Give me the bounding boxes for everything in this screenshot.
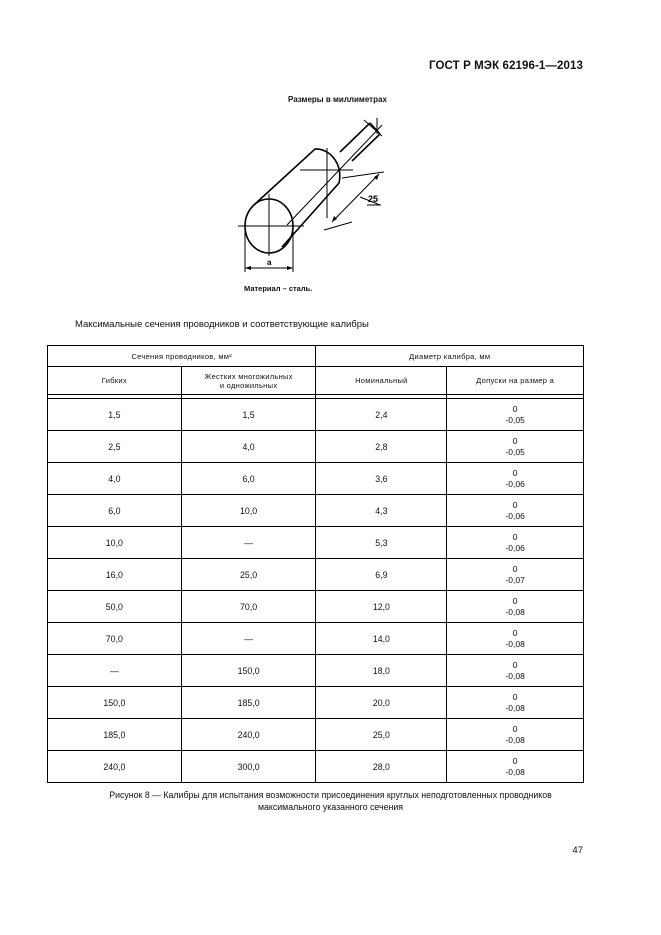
cell-rigid: 1,5 (181, 399, 316, 431)
tolerance-lower: -0,08 (505, 734, 525, 745)
tolerance-upper: 0 (512, 403, 518, 414)
col-header-flexible: Гибких (48, 367, 182, 395)
cell-nominal: 3,6 (316, 463, 447, 495)
cell-flexible: 4,0 (48, 463, 182, 495)
cell-tolerance (447, 719, 584, 751)
table-row (48, 495, 584, 527)
col-header-rigid: Жестких многожильных и одножильных (181, 367, 316, 395)
table-row (48, 399, 584, 431)
cell-flexible: 185,0 (48, 719, 182, 751)
cell-nominal: 14,0 (316, 623, 447, 655)
tolerance-lower: -0,08 (505, 766, 525, 777)
cell-flexible: 240,0 (48, 751, 182, 783)
cell-nominal: 28,0 (316, 751, 447, 783)
table-row (48, 687, 584, 719)
tolerance-lower: -0,08 (505, 638, 525, 649)
cell-nominal: 18,0 (316, 655, 447, 687)
cell-rigid: 185,0 (181, 687, 316, 719)
dimensions-note: Размеры в миллиметрах (288, 95, 387, 104)
tolerance-lower: -0,06 (505, 542, 525, 553)
cell-rigid: 70,0 (181, 591, 316, 623)
tolerance-lower: -0,08 (505, 670, 525, 681)
table-row (48, 527, 584, 559)
cell-rigid: 4,0 (181, 431, 316, 463)
cell-nominal: 2,4 (316, 399, 447, 431)
cell-flexible: 1,5 (48, 399, 182, 431)
col-header-nominal: Номинальный (316, 367, 447, 395)
gauge-drawing (232, 104, 392, 282)
cell-tolerance (447, 655, 584, 687)
cell-tolerance (447, 495, 584, 527)
cell-rigid: 10,0 (181, 495, 316, 527)
calibers-table (47, 345, 584, 783)
cell-rigid: 25,0 (181, 559, 316, 591)
cell-tolerance (447, 559, 584, 591)
tolerance-lower: -0,05 (505, 414, 525, 425)
table-caption: Максимальные сечения проводников и соответствующие калибры (75, 319, 369, 330)
cell-rigid: 6,0 (181, 463, 316, 495)
tolerance-upper: 0 (512, 499, 518, 510)
tolerance-upper: 0 (512, 723, 518, 734)
tolerance-upper: 0 (512, 595, 518, 606)
table-row (48, 719, 584, 751)
cell-nominal: 4,3 (316, 495, 447, 527)
table-row (48, 463, 584, 495)
figure-caption: Рисунок 8 — Калибры для испытания возможности присоединения круглых неподготовленных проводников максимального указанного сечения (109, 790, 552, 812)
cell-tolerance (447, 399, 584, 431)
tolerance-lower: -0,06 (505, 510, 525, 521)
tolerance-upper: 0 (512, 755, 518, 766)
cell-flexible: 50,0 (48, 591, 182, 623)
table-row (48, 591, 584, 623)
cell-nominal: 25,0 (316, 719, 447, 751)
cell-rigid: 300,0 (181, 751, 316, 783)
cell-tolerance (447, 623, 584, 655)
cell-flexible: 70,0 (48, 623, 182, 655)
tolerance-lower: -0,08 (505, 606, 525, 617)
group-header-sections: Сечения проводников, мм² (48, 346, 316, 367)
cell-tolerance (447, 751, 584, 783)
cell-flexible: 150,0 (48, 687, 182, 719)
cell-rigid: — (181, 527, 316, 559)
tolerance-upper: 0 (512, 467, 518, 478)
group-header-diameter: Диаметр калибра, мм (316, 346, 584, 367)
cell-rigid: 240,0 (181, 719, 316, 751)
cell-flexible: 2,5 (48, 431, 182, 463)
table-row (48, 559, 584, 591)
col-header-tolerance: Допуски на размер a (447, 367, 584, 395)
tolerance-lower: -0,07 (505, 574, 525, 585)
cell-tolerance (447, 431, 584, 463)
cell-flexible: 16,0 (48, 559, 182, 591)
cell-flexible: — (48, 655, 182, 687)
standard-header: ГОСТ Р МЭК 62196-1—2013 (429, 60, 583, 72)
table-row (48, 431, 584, 463)
table-row (48, 751, 584, 783)
cell-rigid: — (181, 623, 316, 655)
tolerance-lower: -0,08 (505, 702, 525, 713)
cell-nominal: 6,9 (316, 559, 447, 591)
cell-flexible: 6,0 (48, 495, 182, 527)
tolerance-upper: 0 (512, 435, 518, 446)
tolerance-upper: 0 (512, 659, 518, 670)
cell-nominal: 2,8 (316, 431, 447, 463)
cell-tolerance (447, 463, 584, 495)
tolerance-upper: 0 (512, 691, 518, 702)
cell-nominal: 5,3 (316, 527, 447, 559)
cell-tolerance (447, 687, 584, 719)
material-note: Материал – сталь. (244, 284, 313, 293)
table-row (48, 655, 584, 687)
table-row (48, 623, 584, 655)
tolerance-lower: -0,05 (505, 446, 525, 457)
cell-tolerance (447, 591, 584, 623)
dimension-diameter-label: a (267, 258, 272, 267)
tolerance-upper: 0 (512, 627, 518, 638)
cell-tolerance (447, 527, 584, 559)
cell-nominal: 20,0 (316, 687, 447, 719)
cell-nominal: 12,0 (316, 591, 447, 623)
tolerance-upper: 0 (512, 531, 518, 542)
tolerance-lower: -0,06 (505, 478, 525, 489)
dimension-length-label: 25 (368, 194, 379, 204)
cell-flexible: 10,0 (48, 527, 182, 559)
cell-rigid: 150,0 (181, 655, 316, 687)
tolerance-upper: 0 (512, 563, 518, 574)
page-number: 47 (572, 845, 583, 856)
